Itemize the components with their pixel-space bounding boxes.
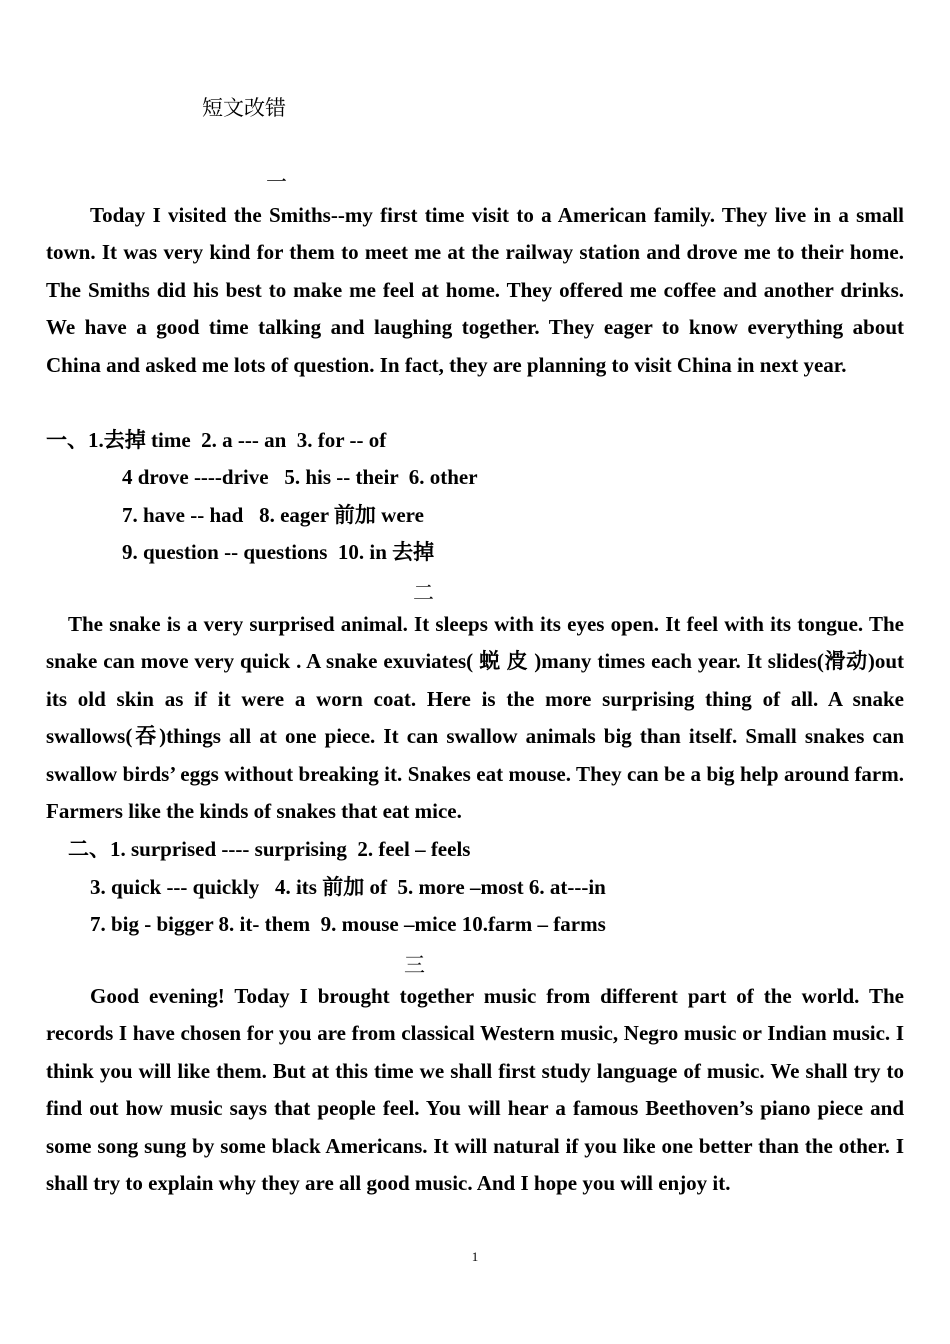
section-1-heading: 一 bbox=[266, 170, 287, 194]
section-3-heading: 三 bbox=[404, 953, 425, 977]
section-2-answer-line-1: 二、1. surprised ---- surprising 2. feel – feels bbox=[68, 837, 471, 861]
section-1-passage: Today I visited the Smiths--my first time visit to a American family. They live in a small town. It was very kind for them to meet me at the railway station and drove me to their home. The Smiths did his best to make me feel at home. They offered me coffee and another drinks. We have a good time talking and laughing together. They eager to know everything about China and asked me lots of question. In fact, they are planning to visit China in next year. bbox=[46, 203, 904, 377]
section-2-heading: 二 bbox=[413, 581, 434, 605]
section-1-answer-line-1: 一、1.去掉 time 2. a --- an 3. for -- of bbox=[46, 428, 387, 452]
section-3-passage: Good evening! Today I brought together music from different part of the world. The records I have chosen for you are from classical Western music, Negro music or Indian music. I think you will like them. But at this time we shall first study language of music. We shall try to find out how music says that people feel. You will hear a famous Beethoven’s piano piece and some song sung by some black Americans. It will natural if you like one better than the other. I shall try to explain why they are all good music. And I hope you will enjoy it. bbox=[46, 984, 904, 1196]
section-2-answer-line-3: 7. big - bigger 8. it- them 9. mouse –mice 10.farm – farms bbox=[90, 912, 606, 936]
section-1-answer-line-4: 9. question -- questions 10. in 去掉 bbox=[122, 540, 435, 564]
section-1-answer-line-3: 7. have -- had 8. eager 前加 were bbox=[122, 503, 424, 527]
section-1-answer-line-2: 4 drove ----drive 5. his -- their 6. other bbox=[122, 465, 478, 489]
section-2-passage: The snake is a very surprised animal. It sleeps with its eyes open. It feel with its tongue. The snake can move very quick . A snake exuviates( 蜕 皮 )many times each year. It slides(滑动)out its old skin as if it were a worn coat. Here is the more surprising thing of all. A snake swallows(吞)things all at one piece. It can swallow animals big than itself. Small snakes can swallow birds’ eggs without breaking it. Snakes eat mouse. They can be a big help around farm. Farmers like the kinds of snakes that eat mice. bbox=[46, 612, 904, 824]
page-title: 短文改错 bbox=[202, 96, 286, 120]
section-2-answer-line-2: 3. quick --- quickly 4. its 前加 of 5. more –most 6. at---in bbox=[90, 875, 606, 899]
page-number: 1 bbox=[471, 1249, 479, 1264]
